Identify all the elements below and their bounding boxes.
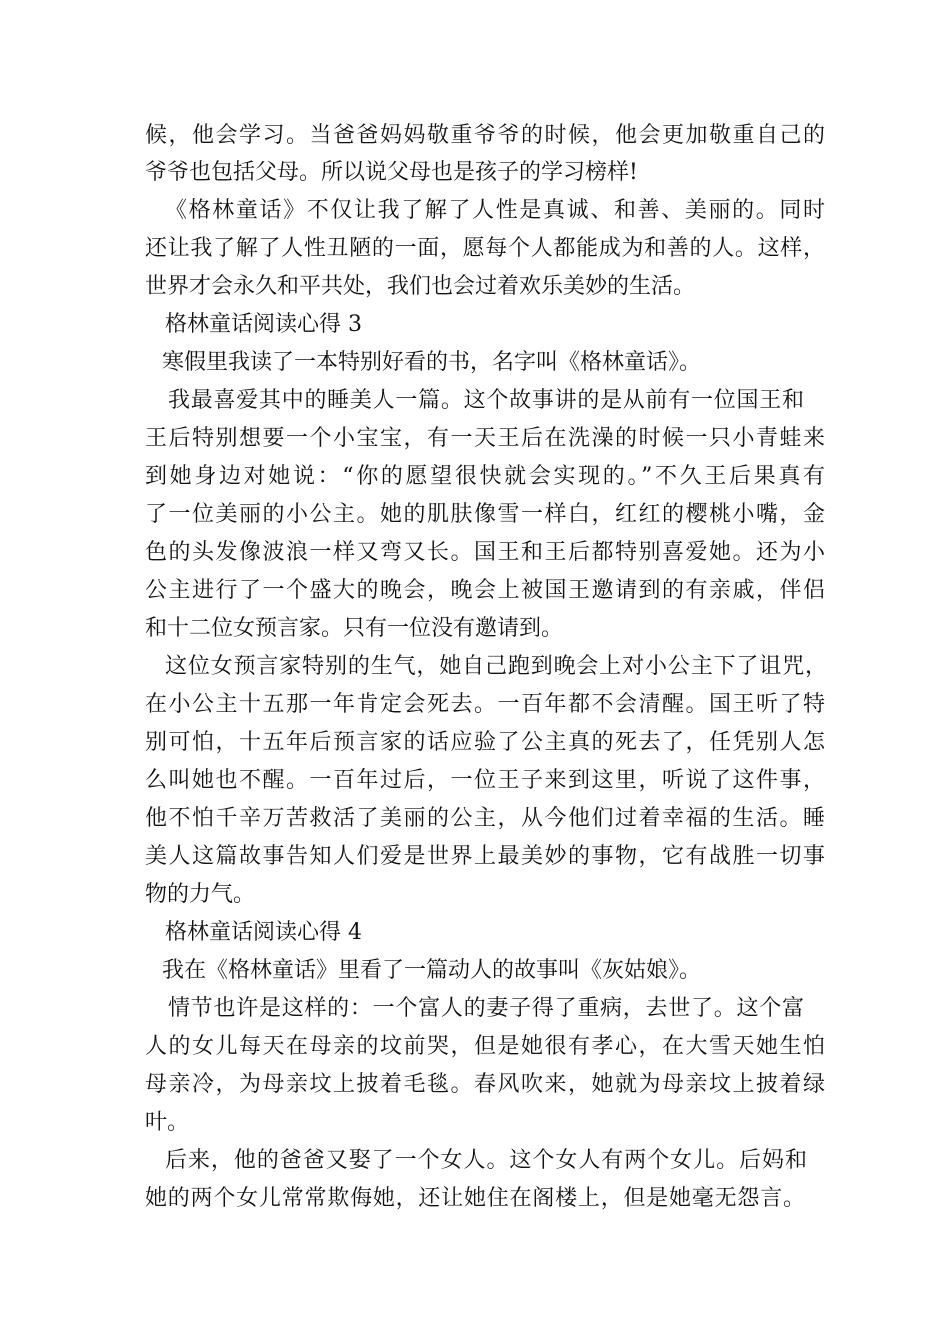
text-line: 世界才会永久和平共处，我们也会过着欢乐美妙的生活。: [145, 274, 696, 299]
text-line: 还让我了解了人性丑陋的一面，愿每个人都能成为和善的人。这样，: [145, 236, 825, 261]
text-line: 叶。: [145, 1110, 190, 1135]
text-line: 了一位美丽的小公主。她的肌肤像雪一样白，红红的樱桃小嘴，金: [145, 502, 825, 527]
text-line: 在小公主十五那一年肯定会死去。一百年都不会清醒。国王听了特: [145, 692, 825, 717]
text-line: 情节也许是这样的：一个富人的妻子得了重病，去世了。这个富: [168, 996, 804, 1021]
text-line: 这位女预言家特别的生气，她自己跑到晚会上对小公主下了诅咒，: [165, 654, 827, 679]
text-line: 母亲冷，为母亲坟上披着毛毯。春风吹来，她就为母亲坟上披着绿: [145, 1072, 825, 1097]
text-line: 寒假里我读了一本特别好看的书，名字叫《格林童话》。: [162, 350, 702, 375]
text-line: 美人这篇故事告知人们爱是世界上最美妙的事物，它有战胜一切事: [145, 844, 825, 869]
text-line: 么叫她也不醒。一百年过后，一位王子来到这里，听说了这件事，: [145, 768, 825, 793]
text-line: 和十二位女预言家。只有一位没有邀请到。: [145, 616, 564, 641]
text-line: 色的头发像波浪一样又弯又长。国王和王后都特别喜爱她。还为小: [145, 540, 825, 565]
text-line: 后来，他的爸爸又娶了一个女人。这个女人有两个女儿。后妈和: [165, 1148, 807, 1173]
text-line: 爷爷也包括父母。所以说父母也是孩子的学习榜样!: [145, 160, 638, 185]
text-line: 《格林童话》不仅让我了解了人性是真诚、和善、美丽的。同时: [165, 198, 825, 223]
text-line: 人的女儿每天在母亲的坟前哭，但是她很有孝心，在大雪天她生怕: [145, 1034, 825, 1059]
text-line: 候，他会学习。当爸爸妈妈敬重爷爷的时候，他会更加敬重自己的: [145, 123, 825, 148]
text-line: 她的两个女儿常常欺侮她，还让她住在阁楼上，但是她毫无怨言。: [145, 1186, 805, 1211]
text-line: 到她身边对她说：“你的愿望很快就会实现的。”不久王后果真有: [145, 464, 825, 489]
text-line: 他不怕千辛万苦救活了美丽的公主，从今他们过着幸福的生活。睡: [145, 806, 825, 831]
section-heading: 格林童话阅读心得 4: [165, 920, 362, 945]
text-line: 公主进行了一个盛大的晚会，晚会上被国王邀请到的有亲戚，伴侣: [145, 578, 825, 603]
text-line: 我最喜爱其中的睡美人一篇。这个故事讲的是从前有一位国王和: [168, 388, 804, 413]
text-line: 我在《格林童话》里看了一篇动人的故事叫《灰姑娘》。: [162, 958, 702, 983]
text-line: 物的力气。: [145, 882, 256, 907]
text-line: 王后特别想要一个小宝宝，有一天王后在洗澡的时候一只小青蛙来: [145, 426, 825, 451]
text-line: 别可怕，十五年后预言家的话应验了公主真的死去了，任凭别人怎: [145, 730, 825, 755]
section-heading: 格林童话阅读心得 3: [165, 312, 362, 337]
